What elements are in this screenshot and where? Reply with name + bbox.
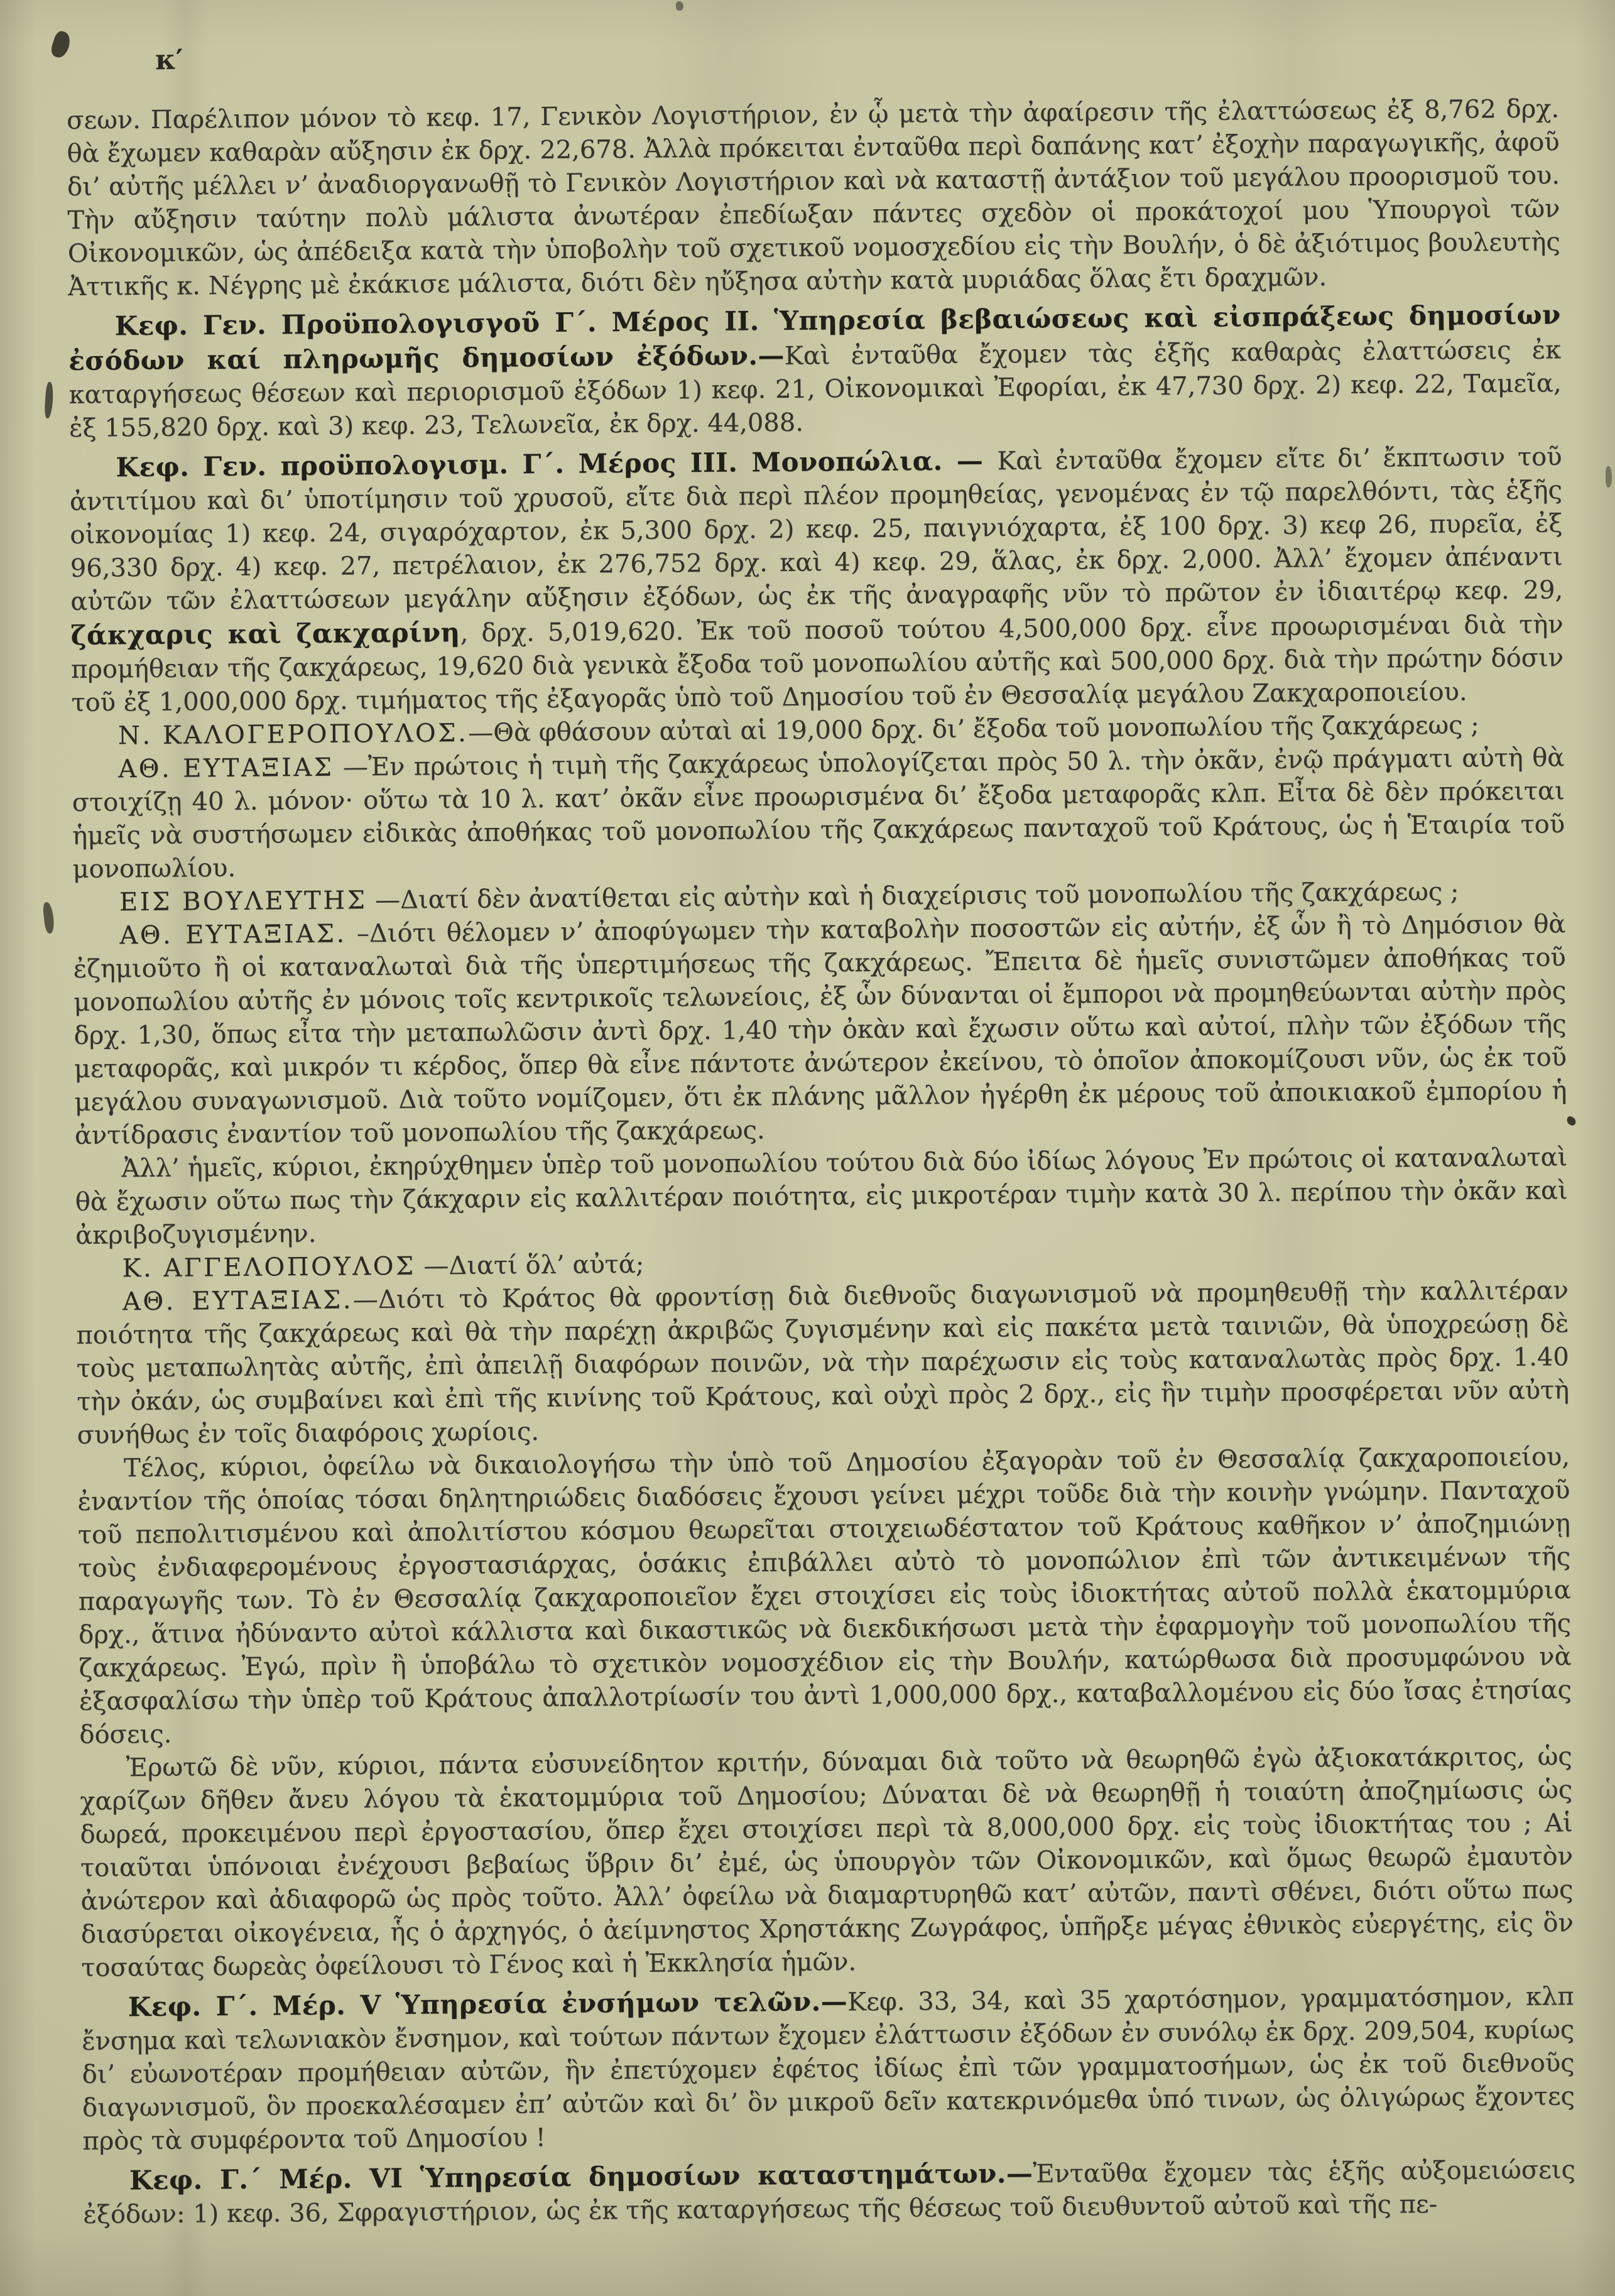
paragraph (67, 92, 1560, 304)
body-text: —Θὰ φθάσουν αὐταὶ αἱ 19,000 δρχ. δι’ ἔξοδα τοῦ μονοπωλίου τῆς ζακχάρεως ; (467, 710, 1479, 748)
page-signature-mark: κ′ (155, 43, 184, 77)
speaker-name: Κ. ΑΓΓΕΛΟΠΟΥΛΟΣ (122, 1251, 416, 1283)
paragraph (72, 741, 1565, 886)
heading-text: Κεφ. Γ.΄ Μέρ. VI Ὑπηρεσία δημοσίων καταστημάτων.— (129, 2158, 1033, 2196)
body-text: Καὶ ἐνταῦθα ἔχομεν εἴτε δι’ ἔκπτωσιν τοῦ ἀντιτίμου καὶ δι’ ὑποτίμησιν τοῦ χρυσοῦ, εἴτε διὰ περὶ πλέον προμηθείας, γενομένας ἐν τῷ παρελθόντι, τὰς ἑξῆς οἰκονομίας 1) κεφ. 24, σιγαρόχαρτον, ἐκ 5,300 δρχ. 2) κεφ. 25, παιγνιόχαρτα, ἐξ 100 δρχ. 3) κεφ 26, πυρεῖα, ἐξ 96,330 δρχ. 4) κεφ. 27, πετρέλαιον, ἐκ 276,752 δρχ. καὶ 4) κεφ. 29, ἅλας, ἐκ δρχ. 2,000. Ἀλλ’ ἔχομεν ἀπέναντι αὐτῶν τῶν ἐλαττώσεων μεγάλην αὔξησιν ἐξόδων, ὡς ἐκ τῆς ἀναγραφῆς νῦν τὸ πρῶτον ἐν ἰδιαιτέρῳ κεφ. 29, (69, 442, 1563, 616)
speaker-name: ΑΘ. ΕΥΤΑΞΙΑΣ (118, 753, 334, 784)
paragraph (76, 1274, 1570, 1452)
heading-text: ζάκχαρις καὶ ζακχαρίνη (70, 617, 460, 651)
paragraph (83, 2152, 1576, 2232)
body-text: Ἐρωτῶ δὲ νῦν, κύριοι, πάντα εὐσυνείδητον κριτήν, δύναμαι διὰ τοῦτο νὰ θεωρηθῶ ἐγὼ ἀξιοκατάκριτος, ὡς χαρίζων δῆθεν ἄνευ λόγου τὰ ἑκατομμύρια τοῦ Δημοσίου; Δύναται δὲ νὰ θεωρηθῇ ἡ τοιαύτη ἀποζημίωσις ὡς δωρεά, προκειμένου περὶ ἐργοστασίου, ὅπερ ἔχει στοιχίσει περὶ τὰ 8,000,000 δρχ. εἰς τοὺς ἰδιοκτήτας του ; Αἱ τοιαῦται ὑπόνοιαι ἐνέχουσι βεβαίως ὕβριν δι’ ἐμέ, ὡς ὑπουργὸν τῶν Οἰκονομικῶν, καὶ ὅμως θεωρῶ ἐμαυτὸν ἀνώτερον καὶ ἀδιαφορῶ ὡς πρὸς τοῦτο. Ἀλλ’ ὀφείλω νὰ διαμαρτυρηθῶ κατ’ αὐτῶν, παντὶ σθένει, διότι οὕτω πως διασύρεται οἰκογένεια, ἧς ὁ ἀρχηγός, ὁ ἀείμνηστος Χρηστάκης Ζωγράφος, ὑπῆρξε μέγας ἐθνικὸς εὐεργέτης, εἰς ὃν τοσαύτας δωρεὰς ὀφείλουσι τὸ Γένος καὶ ἡ Ἐκκλησία ἡμῶν. (80, 1742, 1574, 1983)
paragraph (82, 1979, 1575, 2158)
paragraph (77, 1440, 1572, 1752)
body-text: —Διατί ὅλ’ αὐτά; (415, 1249, 644, 1281)
body-text: Κεφ. 33, 34, καὶ 35 χαρτόσημον, γραμματόσημον, κλπ ἔνσημα καὶ τελωνιακὸν ἔνσημον, καὶ τούτων πάντων ἔχομεν ἐλάττωσιν ἐξόδων ἐν συνόλῳ ἐκ δρχ. 209,504, κυρίως δι’ εὐωνοτέραν προμήθειαν αὐτῶν, ἣν ἐπετύχομεν ἐφέτος ἰδίως ἐπὶ τῶν γραμματοσήμων, ὡς ἐκ τοῦ διεθνοῦς διαγωνισμοῦ, ὃν προεκαλέσαμεν ἐπ’ αὐτῶν καὶ δι’ ὃν μικροῦ δεῖν κατεκρινόμεθα ὑπό τινων, ὡς ὀλιγώρως ἔχοντες πρὸς τὰ συμφέροντα τοῦ Δημοσίου ! (82, 1982, 1575, 2156)
paragraph (73, 908, 1567, 1153)
body-text: Τέλος, κύριοι, ὀφείλω νὰ δικαιολογήσω τὴν ὑπὸ τοῦ Δημοσίου ἐξαγορὰν τοῦ ἐν Θεσσαλίᾳ ζακχαροποιείου, ἐναντίον τῆς ὁποίας τόσαι δηλητηριώδεις διαδόσεις ἔχουσι γείνει μέχρι τοῦδε διὰ τὴν κοινὴν γνώμην. Πανταχοῦ τοῦ πεπολιτισμένου καὶ ἀπολιτίστου κόσμου θεωρεῖται στοιχειωδέστατον τοῦ Κράτους καθῆκον ν’ ἀποζημιώνῃ τοὺς ἐνδιαφερομένους ἐργοστασιάρχας, ὁσάκις ἐπιβάλλει αὐτὸ τὸ μονοπώλιον ἐπὶ τῶν ἀντικειμένων τῆς παραγωγῆς των. Τὸ ἐν Θεσσαλίᾳ ζακχαροποιεῖον ἔχει στοιχίσει εἰς τοὺς ἰδιοκτήτας αὐτοῦ πολλὰ ἑκατομμύρια δρχ., ἅτινα ἠδύναντο αὐτοὶ κάλλιστα καὶ δικαστικῶς νὰ διεκδικήσωσι μετὰ τὴν ἐφαρμογὴν τοῦ μονοπωλίου τῆς ζακχάρεως. Ἐγώ, πρὶν ἢ ὑποβάλω τὸ σχετικὸν νομοσχέδιον εἰς τὴν Βουλήν, κατώρθωσα διὰ προσυμφώνου νὰ ἐξασφαλίσω τὴν ὑπὲρ τοῦ Κράτους ἀπαλλοτρίωσίν του ἀντὶ 1,000,000 δρχ., καταβαλλομένου εἰς δύο ἴσας ἐτησίας δόσεις. (77, 1442, 1572, 1749)
speaker-name: Ν. ΚΑΛΟΓΕΡΟΠΟΥΛΟΣ. (117, 719, 469, 751)
speaker-name: ΑΘ. ΕΥΤΑΞΙΑΣ. (119, 919, 347, 950)
ink-speck (1606, 466, 1612, 487)
paragraph (68, 298, 1562, 445)
body-text: Καὶ ἐνταῦθα ἔχομεν τὰς ἑξῆς καθαρὰς ἐλαττώσεις ἐκ καταργήσεως θέσεων καὶ περιορισμοῦ ἐξόδων 1) κεφ. 21, Οἰκονομικαὶ Ἐφορίαι, ἐκ 47,730 δρχ. 2) κεφ. 22, Ταμεῖα, ἐξ 155,820 δρχ. καὶ 3) κεφ. 23, Τελωνεῖα, ἐκ δρχ. 44,088. (68, 335, 1562, 443)
body-text: —Διότι τὸ Κράτος θὰ φροντίσῃ διὰ διεθνοῦς διαγωνισμοῦ νὰ προμηθευθῇ τὴν καλλιτέραν ποιότητα τῆς ζακχάρεως καὶ θὰ τὴν παρέχῃ ἀκριβῶς ζυγισμένην καὶ εἰς πακέτα μετὰ ταινιῶν, θὰ ὑποχρεώσῃ δὲ τοὺς μεταπωλητὰς αὐτῆς, ἐπὶ ἀπειλῇ διαφόρων ποινῶν, νὰ τὴν παρέχωσιν εἰς τοὺς καταναλωτὰς πρὸς δρχ. 1.40 τὴν ὀκάν, ὡς συμβαίνει καὶ ἐπὶ τῆς κινίνης τοῦ Κράτους, καὶ οὐχὶ πρὸς 2 δρχ., εἰς ἣν τιμὴν προσφέρεται νῦν αὐτὴ συνήθως ἐν τοῖς διαφόροις χωρίοις. (76, 1276, 1570, 1450)
speaker-name: ΕΙΣ ΒΟΥΛΕΥΤΗΣ (119, 886, 367, 917)
ink-speck (676, 1, 683, 11)
paragraph (69, 439, 1563, 720)
body-text: Ἀλλ’ ἡμεῖς, κύριοι, ἐκηρύχθημεν ὑπὲρ τοῦ μονοπωλίου τούτου διὰ δύο ἰδίως λόγους Ἐν πρώτοις οἱ καταναλωταὶ θὰ ἔχωσιν οὕτω πως τὴν ζάκχαριν εἰς καλλιτέραν ποιότητα, εἰς μικροτέραν τιμὴν κατὰ 30 λ. περίπου τὴν ὀκᾶν καὶ ἀκριβοζυγισμένην. (75, 1143, 1568, 1250)
speaker-name: ΑΘ. ΕΥΤΑΞΙΑΣ. (122, 1285, 354, 1317)
body-text: σεων. Παρέλιπον μόνον τὸ κεφ. 17, Γενικὸν Λογιστήριον, ἐν ᾧ μετὰ τὴν ἀφαίρεσιν τῆς ἐλαττώσεως ἐξ 8,762 δρχ. θὰ ἔχωμεν καθαρὰν αὔξησιν ἐκ δρχ. 22,678. Ἀλλὰ πρόκειται ἐνταῦθα περὶ δαπάνης κατ’ ἐξοχὴν παραγωγικῆς, ἀφοῦ δι’ αὐτῆς μέλλει ν’ ἀναδιοργανωθῇ τὸ Γενικὸν Λογιστήριον καὶ νὰ καταστῇ ἀντάξιον τοῦ μεγάλου προορισμοῦ του. Τὴν αὔξησιν ταύτην πολὺ μάλιστα ἀνωτέραν ἐπεδίωξαν πάντες σχεδὸν οἱ προκάτοχοί μου Ὑπουργοὶ τῶν Οἰκονομικῶν, ὡς ἀπέδειξα κατὰ τὴν ὑποβολὴν τοῦ σχετικοῦ νομοσχεδίου εἰς τὴν Βουλήν, ὁ δὲ ἀξιότιμος βουλευτὴς Ἀττικῆς κ. Νέγρης μὲ ἐκάκισε μάλιστα, διότι δὲν ηὔξησα αὐτὴν κατὰ μυριάδας ὅλας ἔτι δραχμῶν. (67, 94, 1560, 302)
body-text: Ἐνταῦθα ἔχομεν τὰς ἑξῆς αὐξομειώσεις ἐξόδων: 1) κεφ. 36, Σφραγιστήριον, ὡς ἐκ τῆς καταργήσεως τῆς θέσεως τοῦ διευθυντοῦ αὐτοῦ καὶ τῆς πε- (83, 2155, 1576, 2229)
body-text: —Ἐν πρώτοις ἡ τιμὴ τῆς ζακχάρεως ὑπολογίζεται πρὸς 50 λ. τὴν ὀκᾶν, ἐνῷ πράγματι αὐτὴ θὰ στοιχίζῃ 40 λ. μόνον· οὕτω τὰ 10 λ. κατ’ ὀκᾶν εἶνε προωρισμένα δι’ ἔξοδα μεταφορᾶς κλπ. Εἶτα δὲ δὲν πρόκειται ἡμεῖς νὰ συστήσωμεν εἰδικὰς ἀποθήκας τοῦ μονοπωλίου τῆς ζακχάρεως πανταχοῦ τοῦ Κράτους, ὡς ἡ Ἑταιρία τοῦ μονοπωλίου. (72, 743, 1565, 884)
ink-speck (44, 382, 54, 419)
heading-text: Κεφ. Γεν. Προϋπολογισγοῦ Γ΄. Μέρος ΙΙ. Ὑπηρεσία βεβαιώσεως καὶ εἰσπράξεως δημοσίων ἐσόδων καί πληρωμῆς δημοσίων ἐξόδων.— (68, 299, 1561, 376)
margin-ink-mark (1565, 1116, 1577, 1127)
paragraph (80, 1740, 1574, 1985)
ink-speck (42, 901, 55, 933)
body-text: –Διότι θέλομεν ν’ ἀποφύγωμεν τὴν καταβολὴν ποσοστῶν εἰς αὐτήν, ἐξ ὧν ἢ τὸ Δημόσιον θὰ ἐζημιοῦτο ἢ οἱ καταναλωταὶ διὰ τῆς ὑπερτιμήσεως τῆς ζακχάρεως. Ἔπειτα δὲ ἡμεῖς συνιστῶμεν ἀποθήκας τοῦ μονοπωλίου αὐτῆς ἐν μόνοις τοῖς κεντρικοῖς τελωνείοις, ἐξ ὧν δύνανται οἱ ἔμποροι νὰ προμηθεύωνται αὐτὴν πρὸς δρχ. 1,30, ὅπως εἶτα τὴν μεταπωλῶσιν ἀντὶ δρχ. 1,40 τὴν ὀκὰν καὶ ἔχωσιν οὕτω καὶ αὐτοί, πλὴν τῶν ἐξόδων τῆς μεταφορᾶς, καὶ μικρόν τι κέρδος, ὅπερ θὰ εἶνε πάντοτε ἀνώτερον ἐκείνου, τὸ ὁποῖον ἀποκομίζουσι νῦν, ὡς ἐκ τοῦ μεγάλου συναγωνισμοῦ. Διὰ τοῦτο νομίζομεν, ὅτι ἐκ πλάνης μᾶλλον ἠγέρθη ἐκ μέρους τοῦ ἀποικιακοῦ ἐμπορίου ἡ ἀντίδρασις ἐναντίον τοῦ μονοπωλίου τῆς ζακχάρεως. (73, 910, 1567, 1150)
body-text: , δρχ. 5,019,620. Ἐκ τοῦ ποσοῦ τούτου 4,500,000 δρχ. εἶνε προωρισμέναι διὰ τὴν προμήθειαν τῆς ζακχάρεως, 19,620 διὰ γενικὰ ἔξοδα τοῦ μονοπωλίου αὐτῆς καὶ 500,000 δρχ. διὰ τὴν πρώτην δόσιν τοῦ ἐξ 1,000,000 δρχ. τιμήματος τῆς ἐξαγορᾶς ὑπὸ τοῦ Δημοσίου τοῦ ἐν Θεσσαλίᾳ μεγάλου Ζακχαροποιείου. (70, 610, 1564, 717)
paragraph (75, 1141, 1568, 1253)
body-text: —Διατί δὲν ἀνατίθεται εἰς αὐτὴν καὶ ἡ διαχείρισις τοῦ μονοπωλίου τῆς ζακχάρεως ; (367, 877, 1459, 915)
heading-text: Κεφ. Γ΄. Μέρ. V Ὑπηρεσία ἐνσήμων τελῶν.— (128, 1986, 848, 2023)
ink-speck (49, 30, 73, 60)
heading-text: Κεφ. Γεν. προϋπολογισμ. Γ΄. Μέρος ΙΙΙ. Μονοπώλια. — (116, 445, 998, 483)
text-column (67, 92, 1576, 2232)
